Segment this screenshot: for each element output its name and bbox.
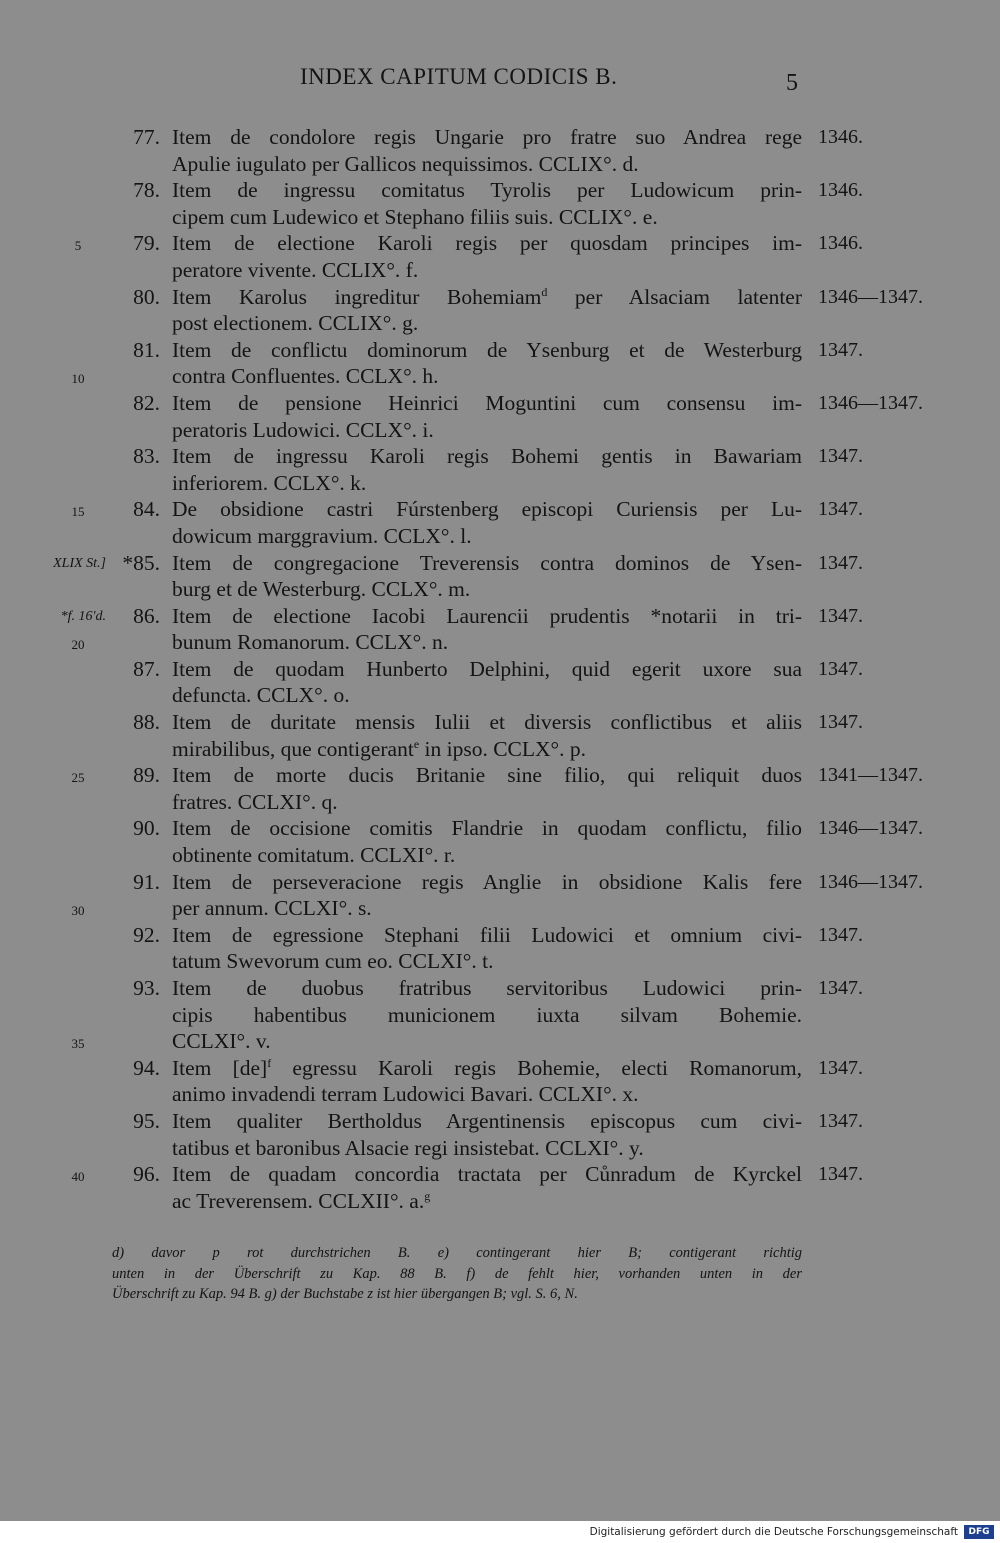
entry-text: peratore vivente. CCLIX°. f. bbox=[172, 257, 419, 282]
entry-line bbox=[0, 922, 1000, 949]
entry-line bbox=[0, 1002, 1000, 1029]
index-entry bbox=[0, 1055, 1000, 1108]
entry-line bbox=[0, 736, 1000, 763]
year-range: 1347. bbox=[818, 338, 863, 361]
entry-text: dowicum marggravium. CCLX°. l. bbox=[172, 523, 472, 548]
entry-text: Item de conflictu dominorum de Ysenburg et de Westerburg bbox=[172, 337, 802, 362]
entry-text: Item de electione Karoli regis per quosdam principes im- bbox=[172, 231, 802, 256]
margin-line-number: 10 bbox=[71, 371, 85, 387]
chapter-number: 93. bbox=[133, 976, 160, 1000]
entry-line bbox=[0, 124, 1000, 151]
entry-line bbox=[0, 682, 1000, 709]
chapter-number: 90. bbox=[133, 816, 160, 841]
entry-line bbox=[0, 1081, 1000, 1108]
entry-text: obtinente comitatum. CCLXI°. r. bbox=[172, 843, 456, 868]
footnote-marker: g bbox=[424, 1188, 431, 1203]
margin-line-number: 35 bbox=[71, 1036, 85, 1052]
entry-text: animo invadendi terram Ludowici Bavari. CCLXI°. x. bbox=[172, 1082, 639, 1107]
entry-text: Item de occisione comitis Flandrie in quodam conflictu, filio bbox=[172, 816, 802, 841]
entry-line bbox=[0, 1188, 1000, 1215]
entry-line bbox=[0, 470, 1000, 497]
entry-line bbox=[0, 417, 1000, 444]
year-range: 1346. bbox=[818, 179, 863, 202]
entry-line bbox=[0, 869, 1000, 896]
entry-text: Item de perseveracione regis Anglie in obsidione Kalis fere bbox=[172, 869, 802, 894]
index-entry bbox=[0, 124, 1000, 177]
entry-line bbox=[0, 337, 1000, 364]
entry-text: ac Treverensem. CCLXII°. a.$^g$ bbox=[172, 1188, 431, 1213]
year-range: 1346. bbox=[818, 126, 863, 148]
margin-note: *f. 16'd. bbox=[60, 608, 106, 624]
entry-text: cipis habentibus municionem iuxta silvam Bohemie. bbox=[172, 1002, 802, 1027]
entry-text: Item de duobus fratribus servitoribus Ludowici prin- bbox=[172, 976, 802, 1000]
dfg-logo: DFG bbox=[964, 1525, 994, 1539]
entry-line bbox=[0, 603, 1000, 630]
entry-line bbox=[0, 496, 1000, 523]
year-range: 1347. bbox=[818, 498, 863, 521]
year-range: 1346—1347. bbox=[818, 870, 923, 893]
year-range: 1347. bbox=[818, 711, 863, 734]
footnote-marker: f bbox=[267, 1055, 272, 1070]
entry-text: Item Karolus ingreditur Bohemiam$^d$ per Alsaciam latenter bbox=[172, 284, 802, 309]
entry-line bbox=[0, 443, 1000, 470]
entry-line bbox=[0, 204, 1000, 231]
chapter-number: 82. bbox=[133, 390, 160, 415]
chapter-number: 94. bbox=[133, 1055, 160, 1080]
entry-line bbox=[0, 815, 1000, 842]
chapter-number: *85. bbox=[122, 550, 160, 575]
funding-note: Digitalisierung gefördert durch die Deutsche Forschungsgemeinschaft bbox=[589, 1526, 958, 1538]
entry-line bbox=[0, 363, 1000, 390]
index-entry bbox=[0, 1108, 1000, 1161]
chapter-number: 96. bbox=[133, 1162, 160, 1187]
entry-text: post electionem. CCLIX°. g. bbox=[172, 311, 419, 336]
entry-text: Item de duritate mensis Iulii et diversis conflictibus et aliis bbox=[172, 710, 802, 735]
index-entry bbox=[0, 975, 1000, 1055]
entry-line bbox=[0, 1055, 1000, 1082]
entry-line bbox=[0, 975, 1000, 1002]
chapter-index-list bbox=[0, 124, 1000, 1214]
entry-text: per annum. CCLXI°. s. bbox=[172, 896, 372, 921]
chapter-number: 84. bbox=[133, 497, 160, 522]
entry-text: Item de quodam Hunberto Delphini, quid egerit uxore sua bbox=[172, 656, 802, 681]
entry-text: bunum Romanorum. CCLX°. n. bbox=[172, 630, 449, 655]
entry-text: tatibus et baronibus Alsacie regi insistebat. CCLXI°. y. bbox=[172, 1135, 644, 1160]
index-entry bbox=[0, 550, 1000, 603]
index-entry bbox=[0, 869, 1000, 922]
chapter-number: 77. bbox=[133, 125, 160, 149]
entry-line bbox=[0, 656, 1000, 683]
margin-line-number: 20 bbox=[71, 637, 85, 653]
entry-text: peratoris Ludowici. CCLX°. i. bbox=[172, 417, 434, 442]
entry-text: Item de egressione Stephani filii Ludowici et omnium civi- bbox=[172, 922, 802, 947]
chapter-number: 89. bbox=[133, 763, 160, 788]
page-number: 5 bbox=[786, 70, 798, 96]
entry-line bbox=[0, 177, 1000, 204]
footnote-marker: e bbox=[413, 736, 420, 751]
chapter-number: 78. bbox=[133, 178, 160, 203]
chapter-number: 92. bbox=[133, 922, 160, 947]
entry-line bbox=[0, 310, 1000, 337]
entry-text: fratres. CCLXI°. q. bbox=[172, 789, 338, 814]
entry-line bbox=[0, 550, 1000, 577]
year-range: 1346—1347. bbox=[818, 817, 923, 840]
entry-text: Item de morte ducis Britanie sine filio, qui reliquit duos bbox=[172, 763, 802, 788]
footnote-line: unten in der Überschrift zu Kap. 88 B. f) de fehlt hier, vorhanden unten in der bbox=[112, 1265, 802, 1282]
chapter-number: 88. bbox=[133, 710, 160, 735]
index-entry bbox=[0, 230, 1000, 283]
entry-text: Item de ingressu comitatus Tyrolis per Ludowicum prin- bbox=[172, 178, 802, 203]
chapter-number: 91. bbox=[133, 869, 160, 894]
index-entry bbox=[0, 762, 1000, 815]
entry-line bbox=[0, 789, 1000, 816]
margin-line-number: 30 bbox=[71, 903, 85, 919]
entry-line bbox=[0, 1161, 1000, 1188]
entry-text: cipem cum Ludewico et Stephano filiis suis. CCLIX°. e. bbox=[172, 204, 658, 229]
entry-line bbox=[0, 762, 1000, 789]
year-range: 1346. bbox=[818, 232, 863, 255]
index-entry bbox=[0, 656, 1000, 709]
entry-line bbox=[0, 230, 1000, 257]
entry-text: contra Confluentes. CCLX°. h. bbox=[172, 364, 439, 389]
entry-line bbox=[0, 895, 1000, 922]
chapter-number: 81. bbox=[133, 337, 160, 362]
index-entry bbox=[0, 709, 1000, 762]
year-range: 1347. bbox=[818, 604, 863, 627]
chapter-number: 80. bbox=[133, 284, 160, 309]
footnote-line: d) davor p rot durchstrichen B. e) contingerant hier B; contigerant richtig bbox=[112, 1245, 802, 1261]
index-entry bbox=[0, 815, 1000, 868]
entry-text: Item de electione Iacobi Laurencii prudentis *notarii in tri- bbox=[172, 603, 802, 628]
entry-line bbox=[0, 576, 1000, 603]
entry-text: Item de congregacione Treverensis contra dominos de Ysen- bbox=[172, 550, 802, 575]
entry-line bbox=[0, 948, 1000, 975]
entry-line bbox=[0, 257, 1000, 284]
running-title: INDEX CAPITUM CODICIS B. bbox=[300, 64, 618, 89]
chapter-number: 87. bbox=[133, 656, 160, 681]
year-range: 1347. bbox=[818, 923, 863, 946]
footnote-marker: d bbox=[541, 284, 548, 299]
entry-text: burg et de Westerburg. CCLX°. m. bbox=[172, 577, 471, 602]
year-range: 1347. bbox=[818, 445, 863, 468]
entry-line bbox=[0, 709, 1000, 736]
year-range: 1346—1347. bbox=[818, 285, 923, 308]
margin-line-number: 15 bbox=[71, 504, 85, 520]
index-entry bbox=[0, 922, 1000, 975]
margin-note: XLIX St.] bbox=[53, 555, 106, 571]
entry-text: mirabilibus, que contigerant$^e$ in ipso. CCLX°. p. bbox=[172, 736, 587, 761]
entry-line bbox=[0, 284, 1000, 311]
entry-text: CCLXI°. v. bbox=[172, 1029, 271, 1054]
entry-line bbox=[0, 629, 1000, 656]
margin-line-number: 40 bbox=[71, 1169, 85, 1185]
index-entry bbox=[0, 390, 1000, 443]
entry-line bbox=[0, 151, 1000, 178]
entry-text: Item [de]$^f$ egressu Karoli regis Bohemie, electi Romanorum, bbox=[172, 1055, 803, 1080]
entry-text: Item de condolore regis Ungarie pro fratre suo Andrea rege bbox=[172, 125, 802, 149]
year-range: 1347. bbox=[818, 551, 863, 574]
entry-text: inferiorem. CCLX°. k. bbox=[172, 470, 367, 495]
chapter-number: 86. bbox=[133, 603, 160, 628]
entry-line bbox=[0, 1028, 1000, 1055]
entry-text: Item de pensione Heinrici Moguntini cum consensu im- bbox=[172, 390, 802, 415]
entry-text: De obsidione castri Fúrstenberg episcopi Curiensis per Lu- bbox=[172, 497, 802, 522]
chapter-number: 79. bbox=[133, 231, 160, 256]
entry-line bbox=[0, 1108, 1000, 1135]
chapter-number: 95. bbox=[133, 1108, 160, 1133]
entry-text: Item qualiter Bertholdus Argentinensis episcopus cum civi- bbox=[172, 1108, 802, 1133]
year-range: 1346—1347. bbox=[818, 391, 923, 414]
index-entry bbox=[0, 177, 1000, 230]
index-entry bbox=[0, 496, 1000, 549]
index-entry bbox=[0, 337, 1000, 390]
entry-line bbox=[0, 1135, 1000, 1162]
chapter-number: 83. bbox=[133, 444, 160, 469]
index-entry bbox=[0, 1161, 1000, 1214]
footnote-line: Überschrift zu Kap. 94 B. g) der Buchstabe z ist hier übergangen B; vgl. S. 6, N. bbox=[112, 1286, 578, 1302]
margin-line-number: 5 bbox=[74, 238, 82, 254]
index-entry bbox=[0, 603, 1000, 656]
entry-line bbox=[0, 842, 1000, 869]
year-range: 1347. bbox=[818, 1163, 863, 1186]
year-range: 1347. bbox=[818, 1109, 863, 1132]
index-entry bbox=[0, 443, 1000, 496]
index-entry bbox=[0, 284, 1000, 337]
year-range: 1347. bbox=[818, 657, 863, 680]
entry-text: defuncta. CCLX°. o. bbox=[172, 683, 350, 708]
year-range: 1341—1347. bbox=[818, 764, 923, 787]
entry-text: Item de quadam concordia tractata per Cůnradum de Kyrckel bbox=[172, 1162, 802, 1187]
entry-text: Apulie iugulato per Gallicos nequissimos. CCLIX°. d. bbox=[172, 151, 639, 176]
margin-line-number: 25 bbox=[71, 770, 85, 786]
entry-text: Item de ingressu Karoli regis Bohemi gentis in Bawariam bbox=[172, 444, 802, 469]
year-range: 1347. bbox=[818, 977, 863, 999]
entry-line bbox=[0, 390, 1000, 417]
entry-line bbox=[0, 523, 1000, 550]
entry-text: tatum Swevorum cum eo. CCLXI°. t. bbox=[172, 949, 494, 974]
year-range: 1347. bbox=[818, 1056, 863, 1079]
footer-bar bbox=[0, 1521, 1000, 1543]
footnotes bbox=[112, 1243, 802, 1305]
